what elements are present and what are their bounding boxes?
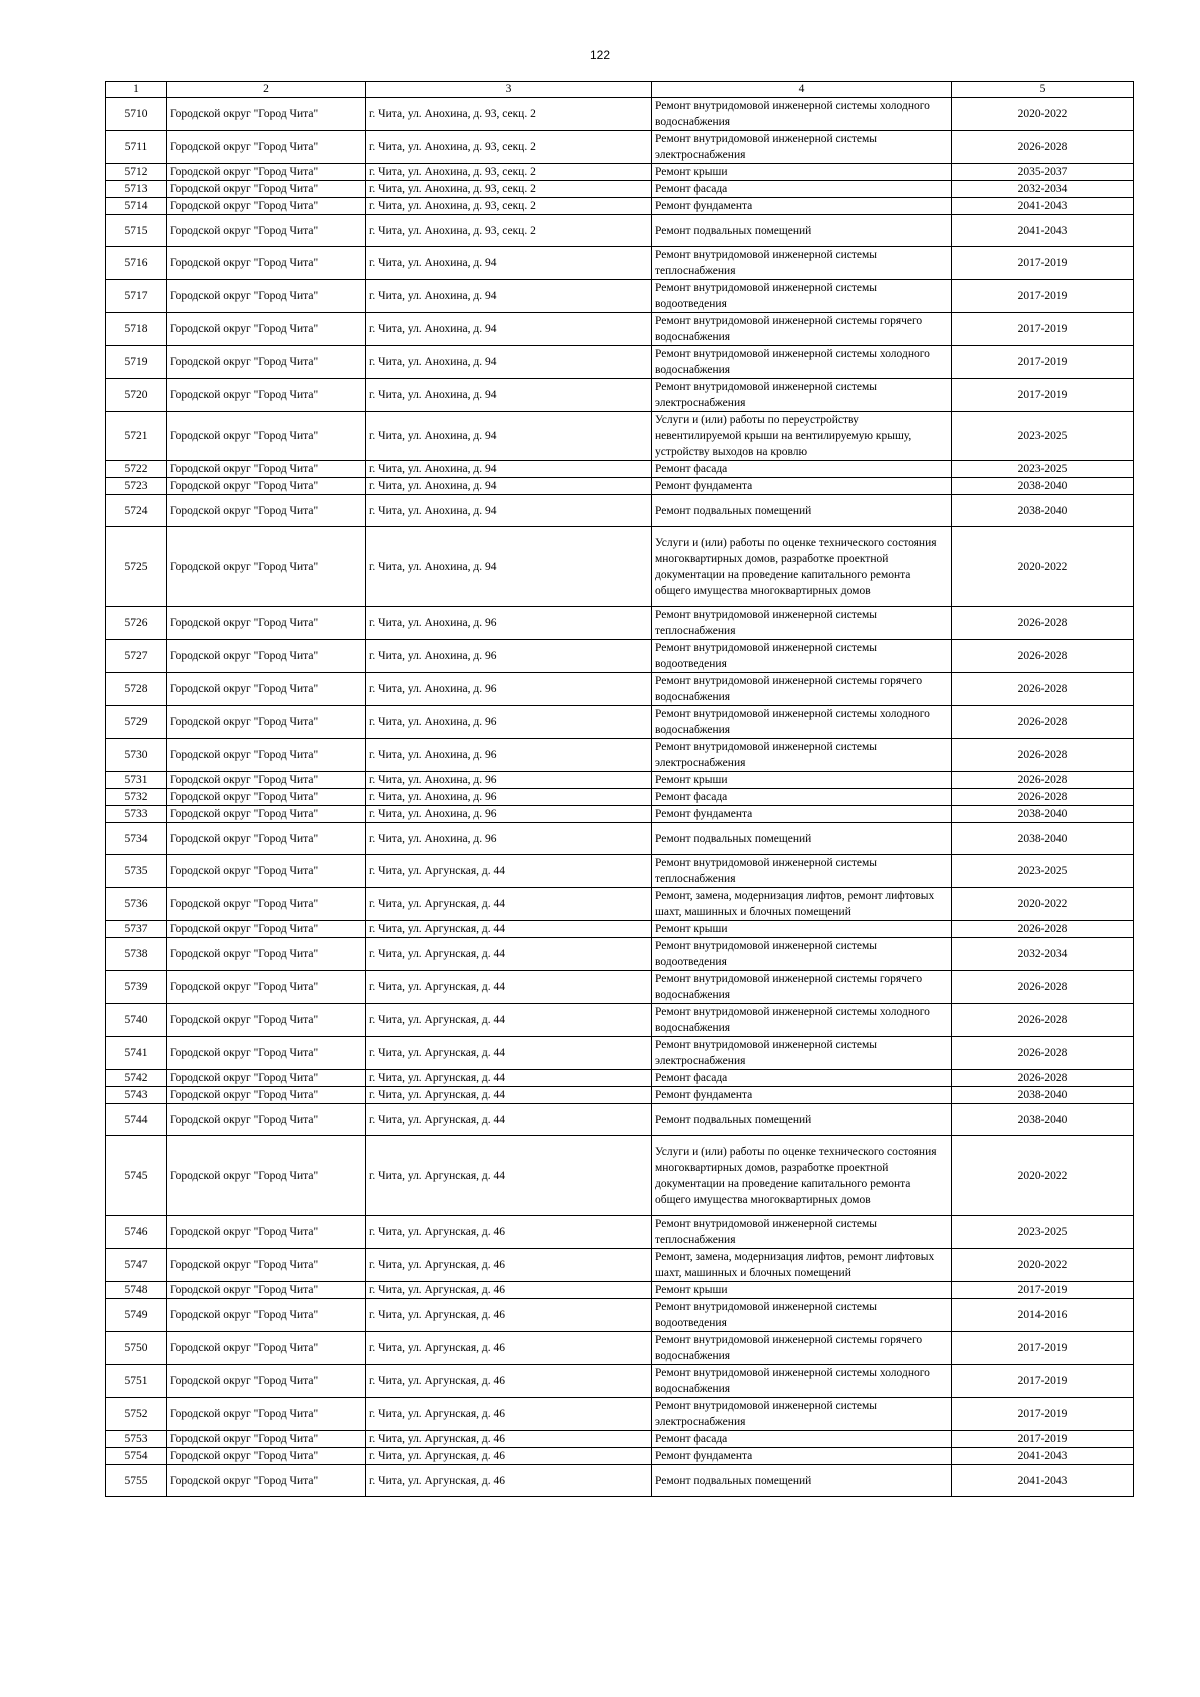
work-type-cell: Ремонт фасада [652, 1431, 952, 1448]
table-row [106, 1448, 1134, 1465]
period-cell: 2020-2022 [952, 98, 1134, 131]
period-cell: 2017-2019 [952, 313, 1134, 346]
table-row [106, 412, 1134, 461]
address-cell: г. Чита, ул. Анохина, д. 96 [366, 789, 652, 806]
municipality-cell: Городской округ "Город Чита" [167, 938, 366, 971]
work-type-cell: Ремонт подвальных помещений [652, 1465, 952, 1497]
address-cell: г. Чита, ул. Анохина, д. 96 [366, 772, 652, 789]
row-number-cell: 5715 [106, 215, 167, 247]
period-cell: 2026-2028 [952, 921, 1134, 938]
address-cell: г. Чита, ул. Анохина, д. 94 [366, 527, 652, 607]
municipality-cell: Городской округ "Город Чита" [167, 164, 366, 181]
row-number-cell: 5713 [106, 181, 167, 198]
address-cell: г. Чита, ул. Аргунская, д. 44 [366, 921, 652, 938]
municipality-cell: Городской округ "Город Чита" [167, 806, 366, 823]
table-row [106, 1431, 1134, 1448]
table-row [106, 1037, 1134, 1070]
address-cell: г. Чита, ул. Аргунская, д. 44 [366, 971, 652, 1004]
work-type-cell: Ремонт крыши [652, 921, 952, 938]
period-cell: 2026-2028 [952, 706, 1134, 739]
row-number-cell: 5718 [106, 313, 167, 346]
address-cell: г. Чита, ул. Анохина, д. 94 [366, 247, 652, 280]
table-row [106, 247, 1134, 280]
row-number-cell: 5729 [106, 706, 167, 739]
municipality-cell: Городской округ "Город Чита" [167, 1398, 366, 1431]
row-number-cell: 5749 [106, 1299, 167, 1332]
municipality-cell: Городской округ "Город Чита" [167, 888, 366, 921]
row-number-cell: 5752 [106, 1398, 167, 1431]
municipality-cell: Городской округ "Город Чита" [167, 131, 366, 164]
address-cell: г. Чита, ул. Анохина, д. 93, секц. 2 [366, 198, 652, 215]
address-cell: г. Чита, ул. Аргунская, д. 46 [366, 1216, 652, 1249]
period-cell: 2026-2028 [952, 971, 1134, 1004]
period-cell: 2026-2028 [952, 131, 1134, 164]
row-number-cell: 5712 [106, 164, 167, 181]
row-number-cell: 5721 [106, 412, 167, 461]
row-number-cell: 5723 [106, 478, 167, 495]
row-number-cell: 5720 [106, 379, 167, 412]
address-cell: г. Чита, ул. Анохина, д. 96 [366, 806, 652, 823]
table-row [106, 1087, 1134, 1104]
row-number-cell: 5743 [106, 1087, 167, 1104]
row-number-cell: 5741 [106, 1037, 167, 1070]
row-number-cell: 5725 [106, 527, 167, 607]
address-cell: г. Чита, ул. Аргунская, д. 44 [366, 855, 652, 888]
table-row [106, 198, 1134, 215]
work-type-cell: Ремонт внутридомовой инженерной системы холодного водоснабжения [652, 1004, 952, 1037]
table-row [106, 1282, 1134, 1299]
address-cell: г. Чита, ул. Анохина, д. 94 [366, 478, 652, 495]
municipality-cell: Городской округ "Город Чита" [167, 1037, 366, 1070]
work-type-cell: Ремонт крыши [652, 1282, 952, 1299]
work-type-cell: Ремонт фундамента [652, 806, 952, 823]
period-cell: 2017-2019 [952, 280, 1134, 313]
municipality-cell: Городской округ "Город Чита" [167, 313, 366, 346]
work-type-cell: Ремонт фасада [652, 461, 952, 478]
address-cell: г. Чита, ул. Аргунская, д. 44 [366, 1136, 652, 1216]
table-row [106, 313, 1134, 346]
municipality-cell: Городской округ "Город Чита" [167, 1087, 366, 1104]
work-type-cell: Ремонт внутридомовой инженерной системы электроснабжения [652, 131, 952, 164]
repair-schedule-table [105, 81, 1134, 1497]
table-row [106, 971, 1134, 1004]
table-row [106, 806, 1134, 823]
period-cell: 2038-2040 [952, 478, 1134, 495]
municipality-cell: Городской округ "Город Чита" [167, 706, 366, 739]
work-type-cell: Ремонт внутридомовой инженерной системы горячего водоснабжения [652, 673, 952, 706]
period-cell: 2026-2028 [952, 1037, 1134, 1070]
work-type-cell: Ремонт внутридомовой инженерной системы теплоснабжения [652, 607, 952, 640]
row-number-cell: 5742 [106, 1070, 167, 1087]
work-type-cell: Ремонт внутридомовой инженерной системы холодного водоснабжения [652, 1365, 952, 1398]
period-cell: 2023-2025 [952, 1216, 1134, 1249]
municipality-cell: Городской округ "Город Чита" [167, 215, 366, 247]
work-type-cell: Ремонт внутридомовой инженерной системы холодного водоснабжения [652, 98, 952, 131]
municipality-cell: Городской округ "Город Чита" [167, 181, 366, 198]
municipality-cell: Городской округ "Город Чита" [167, 1332, 366, 1365]
municipality-cell: Городской округ "Город Чита" [167, 1365, 366, 1398]
column-number: 1 [106, 82, 167, 98]
table-row [106, 739, 1134, 772]
work-type-cell: Ремонт подвальных помещений [652, 495, 952, 527]
period-cell: 2023-2025 [952, 855, 1134, 888]
municipality-cell: Городской округ "Город Чита" [167, 789, 366, 806]
work-type-cell: Ремонт подвальных помещений [652, 823, 952, 855]
table-row [106, 1398, 1134, 1431]
row-number-cell: 5714 [106, 198, 167, 215]
period-cell: 2026-2028 [952, 772, 1134, 789]
page-number: 122 [589, 48, 611, 62]
municipality-cell: Городской округ "Город Чита" [167, 478, 366, 495]
period-cell: 2038-2040 [952, 495, 1134, 527]
row-number-cell: 5724 [106, 495, 167, 527]
period-cell: 2038-2040 [952, 1104, 1134, 1136]
table-row [106, 164, 1134, 181]
table-row [106, 346, 1134, 379]
column-number: 5 [952, 82, 1134, 98]
period-cell: 2026-2028 [952, 673, 1134, 706]
row-number-cell: 5726 [106, 607, 167, 640]
address-cell: г. Чита, ул. Анохина, д. 94 [366, 495, 652, 527]
table-row [106, 1004, 1134, 1037]
row-number-cell: 5738 [106, 938, 167, 971]
address-cell: г. Чита, ул. Анохина, д. 96 [366, 739, 652, 772]
table-row [106, 1332, 1134, 1365]
municipality-cell: Городской округ "Город Чита" [167, 346, 366, 379]
work-type-cell: Ремонт внутридомовой инженерной системы теплоснабжения [652, 1216, 952, 1249]
work-type-cell: Ремонт крыши [652, 164, 952, 181]
period-cell: 2023-2025 [952, 461, 1134, 478]
table-row [106, 1465, 1134, 1497]
table-row [106, 921, 1134, 938]
municipality-cell: Городской округ "Город Чита" [167, 823, 366, 855]
work-type-cell: Ремонт внутридомовой инженерной системы водоотведения [652, 280, 952, 313]
address-cell: г. Чита, ул. Анохина, д. 93, секц. 2 [366, 215, 652, 247]
row-number-cell: 5736 [106, 888, 167, 921]
work-type-cell: Ремонт фундамента [652, 1087, 952, 1104]
period-cell: 2014-2016 [952, 1299, 1134, 1332]
period-cell: 2041-2043 [952, 1465, 1134, 1497]
period-cell: 2035-2037 [952, 164, 1134, 181]
work-type-cell: Ремонт подвальных помещений [652, 1104, 952, 1136]
municipality-cell: Городской округ "Город Чита" [167, 527, 366, 607]
row-number-cell: 5746 [106, 1216, 167, 1249]
table-row [106, 706, 1134, 739]
municipality-cell: Городской округ "Город Чита" [167, 607, 366, 640]
period-cell: 2023-2025 [952, 412, 1134, 461]
period-cell: 2026-2028 [952, 640, 1134, 673]
address-cell: г. Чита, ул. Аргунская, д. 46 [366, 1431, 652, 1448]
municipality-cell: Городской округ "Город Чита" [167, 1104, 366, 1136]
municipality-cell: Городской округ "Город Чита" [167, 1431, 366, 1448]
row-number-cell: 5731 [106, 772, 167, 789]
row-number-cell: 5755 [106, 1465, 167, 1497]
work-type-cell: Ремонт фундамента [652, 1448, 952, 1465]
work-type-cell: Ремонт фасада [652, 789, 952, 806]
row-number-cell: 5744 [106, 1104, 167, 1136]
work-type-cell: Ремонт внутридомовой инженерной системы холодного водоснабжения [652, 706, 952, 739]
row-number-cell: 5710 [106, 98, 167, 131]
period-cell: 2017-2019 [952, 1332, 1134, 1365]
address-cell: г. Чита, ул. Анохина, д. 94 [366, 379, 652, 412]
address-cell: г. Чита, ул. Аргунская, д. 44 [366, 888, 652, 921]
municipality-cell: Городской округ "Город Чита" [167, 1216, 366, 1249]
work-type-cell: Ремонт, замена, модернизация лифтов, ремонт лифтовых шахт, машинных и блочных помещений [652, 888, 952, 921]
period-cell: 2020-2022 [952, 1249, 1134, 1282]
table-row [106, 131, 1134, 164]
row-number-cell: 5732 [106, 789, 167, 806]
period-cell: 2041-2043 [952, 1448, 1134, 1465]
table-row [106, 789, 1134, 806]
table-row [106, 379, 1134, 412]
work-type-cell: Услуги и (или) работы по переустройству невентилируемой крыши на вентилируемую крышу, устройству выходов на кровлю [652, 412, 952, 461]
column-number: 2 [167, 82, 366, 98]
table-row [106, 888, 1134, 921]
municipality-cell: Городской округ "Город Чита" [167, 1249, 366, 1282]
period-cell: 2026-2028 [952, 1004, 1134, 1037]
period-cell: 2041-2043 [952, 198, 1134, 215]
row-number-cell: 5737 [106, 921, 167, 938]
address-cell: г. Чита, ул. Аргунская, д. 44 [366, 1004, 652, 1037]
row-number-cell: 5735 [106, 855, 167, 888]
row-number-cell: 5753 [106, 1431, 167, 1448]
period-cell: 2017-2019 [952, 1398, 1134, 1431]
row-number-cell: 5722 [106, 461, 167, 478]
municipality-cell: Городской округ "Город Чита" [167, 1004, 366, 1037]
work-type-cell: Ремонт фасада [652, 1070, 952, 1087]
municipality-cell: Городской округ "Город Чита" [167, 921, 366, 938]
municipality-cell: Городской округ "Город Чита" [167, 673, 366, 706]
period-cell: 2038-2040 [952, 823, 1134, 855]
address-cell: г. Чита, ул. Анохина, д. 93, секц. 2 [366, 98, 652, 131]
table-row [106, 938, 1134, 971]
table-row [106, 607, 1134, 640]
address-cell: г. Чита, ул. Анохина, д. 94 [366, 313, 652, 346]
address-cell: г. Чита, ул. Анохина, д. 96 [366, 673, 652, 706]
municipality-cell: Городской округ "Город Чита" [167, 640, 366, 673]
row-number-cell: 5740 [106, 1004, 167, 1037]
address-cell: г. Чита, ул. Аргунская, д. 46 [366, 1365, 652, 1398]
work-type-cell: Ремонт крыши [652, 772, 952, 789]
municipality-cell: Городской округ "Город Чита" [167, 379, 366, 412]
table-row [106, 823, 1134, 855]
municipality-cell: Городской округ "Город Чита" [167, 1448, 366, 1465]
period-cell: 2032-2034 [952, 181, 1134, 198]
work-type-cell: Ремонт внутридомовой инженерной системы теплоснабжения [652, 855, 952, 888]
table-row [106, 527, 1134, 607]
period-cell: 2026-2028 [952, 739, 1134, 772]
address-cell: г. Чита, ул. Аргунская, д. 44 [366, 1037, 652, 1070]
period-cell: 2020-2022 [952, 527, 1134, 607]
municipality-cell: Городской округ "Город Чита" [167, 198, 366, 215]
address-cell: г. Чита, ул. Анохина, д. 94 [366, 412, 652, 461]
municipality-cell: Городской округ "Город Чита" [167, 855, 366, 888]
work-type-cell: Ремонт фундамента [652, 478, 952, 495]
period-cell: 2026-2028 [952, 1070, 1134, 1087]
work-type-cell: Услуги и (или) работы по оценке технического состояния многоквартирных домов, разработке проектной документации на проведение капитального ремонта общего имущества многоквартирных домов [652, 527, 952, 607]
row-number-cell: 5728 [106, 673, 167, 706]
row-number-cell: 5719 [106, 346, 167, 379]
work-type-cell: Ремонт внутридомовой инженерной системы теплоснабжения [652, 247, 952, 280]
row-number-cell: 5730 [106, 739, 167, 772]
table-row [106, 1365, 1134, 1398]
row-number-cell: 5745 [106, 1136, 167, 1216]
row-number-cell: 5751 [106, 1365, 167, 1398]
address-cell: г. Чита, ул. Аргунская, д. 44 [366, 1104, 652, 1136]
address-cell: г. Чита, ул. Аргунская, д. 46 [366, 1299, 652, 1332]
address-cell: г. Чита, ул. Анохина, д. 93, секц. 2 [366, 131, 652, 164]
row-number-cell: 5747 [106, 1249, 167, 1282]
period-cell: 2041-2043 [952, 215, 1134, 247]
row-number-cell: 5750 [106, 1332, 167, 1365]
address-cell: г. Чита, ул. Аргунская, д. 46 [366, 1282, 652, 1299]
period-cell: 2038-2040 [952, 1087, 1134, 1104]
row-number-cell: 5727 [106, 640, 167, 673]
period-cell: 2032-2034 [952, 938, 1134, 971]
address-cell: г. Чита, ул. Аргунская, д. 44 [366, 1070, 652, 1087]
period-cell: 2017-2019 [952, 346, 1134, 379]
address-cell: г. Чита, ул. Аргунская, д. 46 [366, 1465, 652, 1497]
address-cell: г. Чита, ул. Анохина, д. 96 [366, 607, 652, 640]
row-number-cell: 5754 [106, 1448, 167, 1465]
period-cell: 2038-2040 [952, 806, 1134, 823]
municipality-cell: Городской округ "Город Чита" [167, 247, 366, 280]
address-cell: г. Чита, ул. Аргунская, д. 46 [366, 1448, 652, 1465]
municipality-cell: Городской округ "Город Чита" [167, 739, 366, 772]
work-type-cell: Ремонт внутридомовой инженерной системы горячего водоснабжения [652, 1332, 952, 1365]
table-row [106, 1299, 1134, 1332]
period-cell: 2017-2019 [952, 1431, 1134, 1448]
municipality-cell: Городской округ "Город Чита" [167, 971, 366, 1004]
address-cell: г. Чита, ул. Анохина, д. 94 [366, 346, 652, 379]
work-type-cell: Ремонт подвальных помещений [652, 215, 952, 247]
period-cell: 2017-2019 [952, 1365, 1134, 1398]
work-type-cell: Ремонт внутридомовой инженерной системы электроснабжения [652, 1037, 952, 1070]
table-row [106, 1216, 1134, 1249]
municipality-cell: Городской округ "Город Чита" [167, 280, 366, 313]
municipality-cell: Городской округ "Город Чита" [167, 1282, 366, 1299]
municipality-cell: Городской округ "Город Чита" [167, 772, 366, 789]
table-row [106, 673, 1134, 706]
period-cell: 2017-2019 [952, 379, 1134, 412]
municipality-cell: Городской округ "Город Чита" [167, 1299, 366, 1332]
municipality-cell: Городской округ "Город Чита" [167, 495, 366, 527]
table-row [106, 215, 1134, 247]
work-type-cell: Ремонт фасада [652, 181, 952, 198]
work-type-cell: Ремонт внутридомовой инженерной системы электроснабжения [652, 379, 952, 412]
table-row [106, 640, 1134, 673]
table-row [106, 181, 1134, 198]
address-cell: г. Чита, ул. Аргунская, д. 46 [366, 1249, 652, 1282]
period-cell: 2017-2019 [952, 1282, 1134, 1299]
table-row [106, 1249, 1134, 1282]
row-number-cell: 5734 [106, 823, 167, 855]
row-number-cell: 5711 [106, 131, 167, 164]
table-row [106, 495, 1134, 527]
table-row [106, 280, 1134, 313]
column-number: 3 [366, 82, 652, 98]
municipality-cell: Городской округ "Город Чита" [167, 412, 366, 461]
work-type-cell: Ремонт внутридомовой инженерной системы холодного водоснабжения [652, 346, 952, 379]
municipality-cell: Городской округ "Город Чита" [167, 1465, 366, 1497]
work-type-cell: Ремонт внутридомовой инженерной системы водоотведения [652, 640, 952, 673]
row-number-cell: 5739 [106, 971, 167, 1004]
row-number-cell: 5717 [106, 280, 167, 313]
work-type-cell: Ремонт, замена, модернизация лифтов, ремонт лифтовых шахт, машинных и блочных помещений [652, 1249, 952, 1282]
table-row [106, 1070, 1134, 1087]
address-cell: г. Чита, ул. Аргунская, д. 46 [366, 1398, 652, 1431]
work-type-cell: Ремонт внутридомовой инженерной системы электроснабжения [652, 739, 952, 772]
table-row [106, 478, 1134, 495]
period-cell: 2017-2019 [952, 247, 1134, 280]
table-row [106, 461, 1134, 478]
work-type-cell: Ремонт внутридомовой инженерной системы горячего водоснабжения [652, 313, 952, 346]
row-number-cell: 5716 [106, 247, 167, 280]
table-row [106, 772, 1134, 789]
work-type-cell: Ремонт внутридомовой инженерной системы электроснабжения [652, 1398, 952, 1431]
address-cell: г. Чита, ул. Аргунская, д. 44 [366, 938, 652, 971]
column-number-row [106, 82, 1134, 98]
table-row [106, 98, 1134, 131]
address-cell: г. Чита, ул. Анохина, д. 94 [366, 461, 652, 478]
address-cell: г. Чита, ул. Анохина, д. 94 [366, 280, 652, 313]
row-number-cell: 5733 [106, 806, 167, 823]
municipality-cell: Городской округ "Город Чита" [167, 1136, 366, 1216]
municipality-cell: Городской округ "Город Чита" [167, 1070, 366, 1087]
municipality-cell: Городской округ "Город Чита" [167, 461, 366, 478]
address-cell: г. Чита, ул. Анохина, д. 93, секц. 2 [366, 164, 652, 181]
address-cell: г. Чита, ул. Анохина, д. 96 [366, 706, 652, 739]
period-cell: 2026-2028 [952, 789, 1134, 806]
address-cell: г. Чита, ул. Анохина, д. 96 [366, 823, 652, 855]
work-type-cell: Услуги и (или) работы по оценке технического состояния многоквартирных домов, разработке проектной документации на проведение капитального ремонта общего имущества многоквартирных домов [652, 1136, 952, 1216]
address-cell: г. Чита, ул. Аргунская, д. 44 [366, 1087, 652, 1104]
work-type-cell: Ремонт фундамента [652, 198, 952, 215]
period-cell: 2020-2022 [952, 888, 1134, 921]
row-number-cell: 5748 [106, 1282, 167, 1299]
address-cell: г. Чита, ул. Анохина, д. 93, секц. 2 [366, 181, 652, 198]
period-cell: 2020-2022 [952, 1136, 1134, 1216]
municipality-cell: Городской округ "Город Чита" [167, 98, 366, 131]
table-row [106, 1104, 1134, 1136]
table-row [106, 855, 1134, 888]
period-cell: 2026-2028 [952, 607, 1134, 640]
table-row [106, 1136, 1134, 1216]
column-number: 4 [652, 82, 952, 98]
work-type-cell: Ремонт внутридомовой инженерной системы горячего водоснабжения [652, 971, 952, 1004]
address-cell: г. Чита, ул. Анохина, д. 96 [366, 640, 652, 673]
work-type-cell: Ремонт внутридомовой инженерной системы водоотведения [652, 938, 952, 971]
address-cell: г. Чита, ул. Аргунская, д. 46 [366, 1332, 652, 1365]
work-type-cell: Ремонт внутридомовой инженерной системы водоотведения [652, 1299, 952, 1332]
